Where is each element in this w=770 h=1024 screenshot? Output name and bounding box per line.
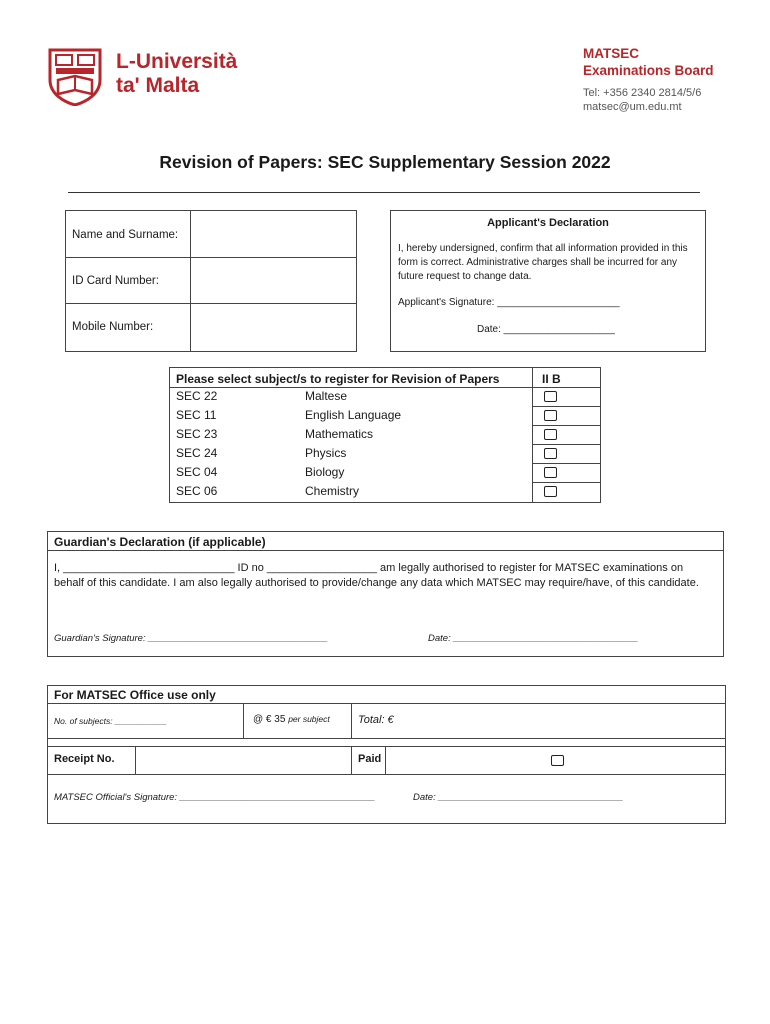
page-title: Revision of Papers: SEC Supplementary Session 2022 — [159, 152, 611, 172]
contact-info — [583, 86, 701, 114]
column-divider — [351, 746, 352, 774]
university-crest-icon — [46, 46, 104, 106]
university-name-line2: ta' Malta — [116, 74, 200, 97]
id-row — [66, 257, 356, 304]
row-divider — [48, 738, 725, 739]
university-name-line1: L-Università — [116, 50, 238, 73]
board-line2: Examinations Board — [583, 63, 714, 78]
subject-checkbox[interactable] — [544, 410, 557, 421]
row-divider — [48, 746, 725, 747]
office-heading: For MATSEC Office use only — [54, 688, 216, 702]
subject-code: SEC 11 — [176, 408, 217, 422]
name-label: Name and Surname: — [72, 229, 179, 241]
subjects-heading: Please select subject/s to register for Revision of Papers — [176, 372, 500, 386]
subject-checkbox[interactable] — [544, 429, 557, 440]
paid-label: Paid — [358, 753, 382, 765]
subject-checkbox[interactable] — [544, 391, 557, 402]
applicant-heading: Applicant's Declaration — [487, 217, 609, 229]
column-divider — [190, 211, 191, 257]
subject-code: SEC 24 — [176, 446, 218, 460]
guardian-signature: Guardian's Signature: __________________________________ — [54, 633, 328, 644]
applicant-date: Date: ____________________ — [477, 324, 615, 335]
office-use-box — [47, 685, 726, 824]
exam-board-name — [583, 45, 714, 79]
subject-code: SEC 23 — [176, 427, 218, 441]
subject-code: SEC 06 — [176, 484, 218, 498]
subject-checkbox[interactable] — [544, 467, 557, 478]
applicant-text: I, hereby undersigned, confirm that all information provided in this form is correct. Administrative charges shall be incurred for any future request to change data. — [398, 243, 688, 282]
official-date: Date: ___________________________________ — [413, 792, 624, 803]
subject-row — [170, 387, 600, 406]
name-row — [66, 211, 356, 258]
subject-row — [170, 444, 600, 463]
subject-checkbox[interactable] — [544, 448, 557, 459]
mobile-label: Mobile Number: — [72, 321, 154, 333]
subject-name: Biology — [305, 465, 345, 479]
guardian-declaration-box — [47, 531, 724, 657]
id-label: ID Card Number: — [72, 275, 159, 287]
column-divider — [190, 303, 191, 351]
subject-name: English Language — [305, 408, 402, 422]
applicant-signature: Applicant's Signature: ______________________ — [398, 297, 620, 308]
paid-checkbox[interactable] — [551, 755, 564, 766]
applicant-declaration-box — [390, 210, 706, 352]
subject-checkbox[interactable] — [544, 486, 557, 497]
subject-row — [170, 463, 600, 482]
rate-per-subject — [253, 714, 330, 725]
subject-code: SEC 22 — [176, 389, 218, 403]
rate-suffix: per subject — [288, 714, 330, 724]
official-signature: MATSEC Official's Signature: _____________________________________ — [54, 792, 376, 803]
column-divider — [135, 746, 136, 774]
subject-name: Maltese — [305, 389, 348, 403]
subject-row — [170, 425, 600, 444]
header-divider — [48, 703, 725, 704]
header-divider — [48, 550, 723, 551]
guardian-heading: Guardian's Declaration (if applicable) — [54, 535, 266, 549]
subjects-table — [169, 367, 601, 503]
subject-name: Mathematics — [305, 427, 374, 441]
guardian-date: Date: ___________________________________ — [428, 633, 639, 644]
subject-code: SEC 04 — [176, 465, 218, 479]
total-amount: Total: € — [358, 714, 394, 726]
title-underline — [68, 192, 700, 193]
subject-row — [170, 406, 600, 425]
rate-amount: @ € 35 — [253, 714, 286, 725]
column-divider — [351, 703, 352, 738]
university-name — [116, 50, 237, 98]
number-of-subjects: No. of subjects: ___________ — [54, 716, 167, 726]
subject-name: Chemistry — [305, 484, 360, 498]
subject-name: Physics — [305, 446, 347, 460]
column-divider — [190, 257, 191, 303]
receipt-label: Receipt No. — [54, 753, 115, 765]
column-divider — [243, 703, 244, 738]
column-ib-header: II B — [542, 372, 561, 386]
subject-row — [170, 482, 600, 501]
mobile-row — [66, 303, 356, 351]
contact-email: matsec@um.edu.mt — [583, 101, 682, 113]
board-line1: MATSEC — [583, 46, 639, 61]
row-divider — [48, 774, 725, 775]
personal-info-box — [65, 210, 357, 352]
guardian-text: I, ____________________________ ID no __________________ am legally authorised to register for MATSEC examinations on behalf of this candidate. I am also legally authorised to provide/change any data which MATSEC may require/have, of this candidate. — [54, 562, 699, 589]
contact-tel: Tel: +356 2340 2814/5/6 — [583, 87, 702, 99]
column-divider — [385, 746, 386, 774]
